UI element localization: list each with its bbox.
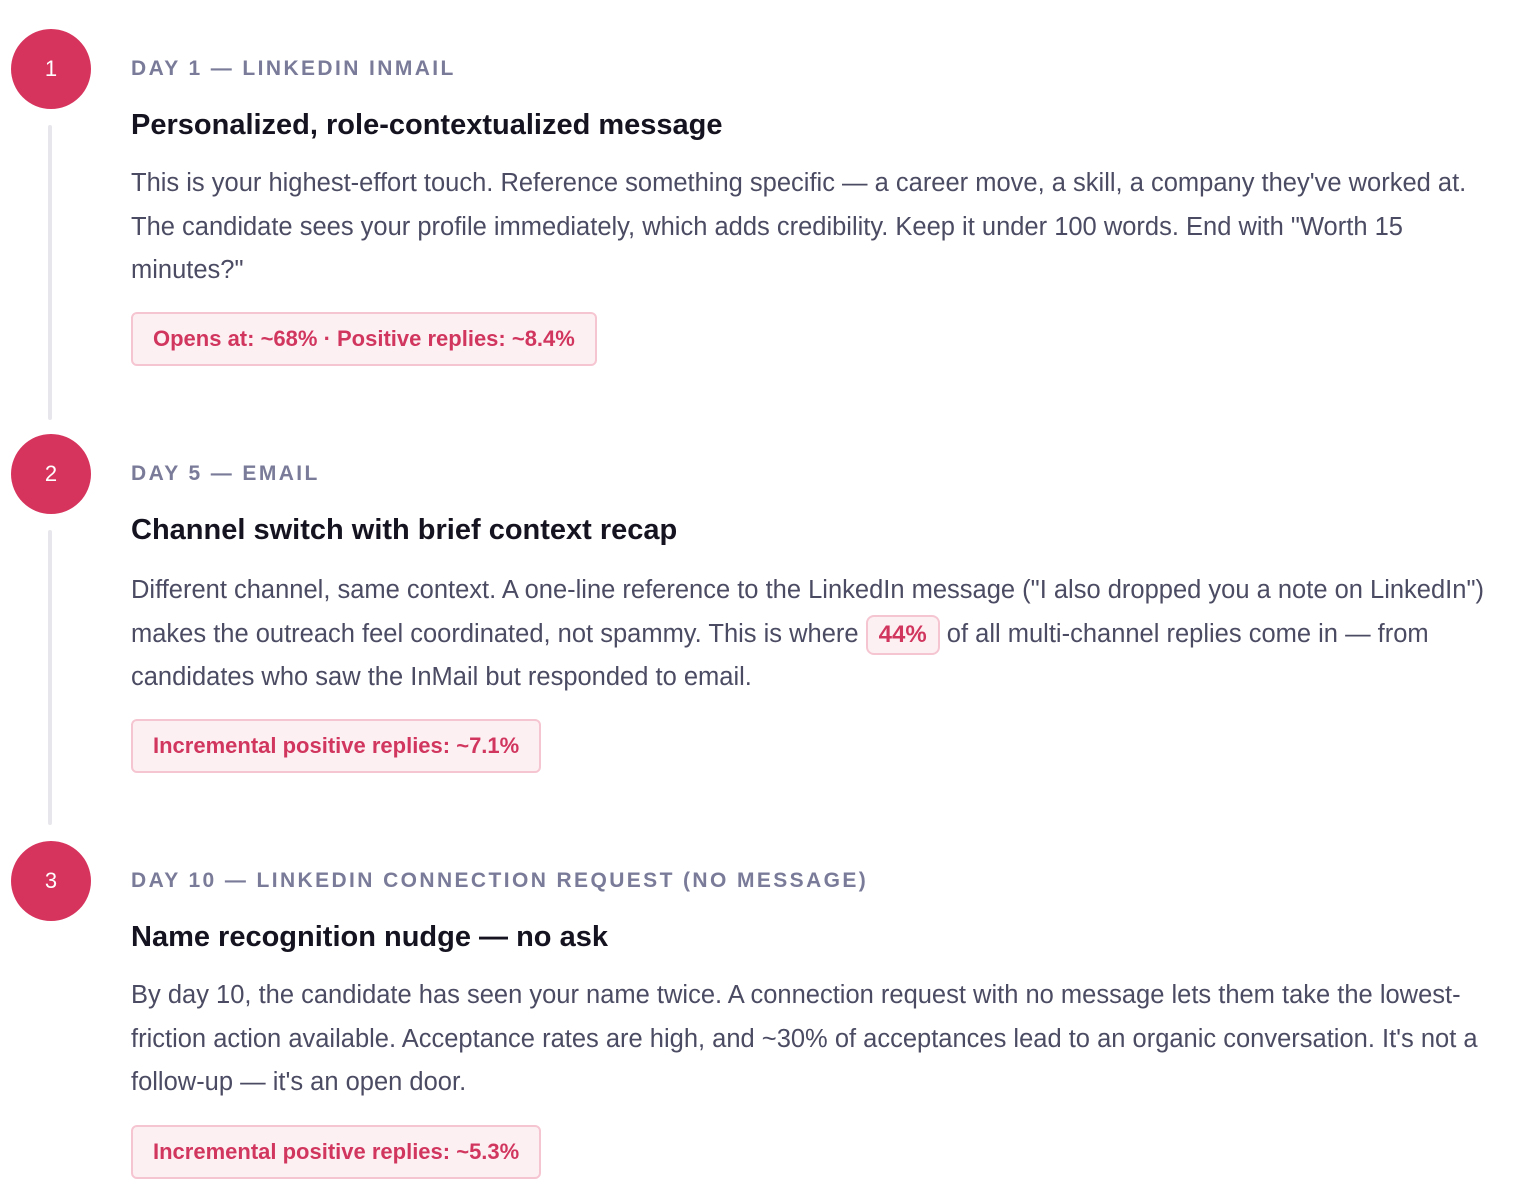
metric-badge: Opens at: ~68% · Positive replies: ~8.4%: [131, 312, 597, 366]
highlight-stat-chip: 44%: [866, 615, 940, 655]
step-description-text: of all multi-channel replies come in — from candidates who saw the InMail but responded to email.: [131, 619, 1429, 691]
step-day-label: DAY 5 — EMAIL: [131, 462, 320, 485]
step-day-label: DAY 1 — LINKEDIN INMAIL: [131, 57, 456, 80]
timeline-connector: [48, 125, 52, 420]
step-number-badge: 3: [11, 841, 91, 921]
step-description-text: Different channel, same context. A one-line reference to the LinkedIn message ("I also dropped you a note on LinkedIn") makes the outreach feel coordinated, not spammy. This is where: [131, 576, 1484, 648]
step-day-label: DAY 10 — LINKEDIN CONNECTION REQUEST (NO MESSAGE): [131, 869, 869, 892]
step-title: Personalized, role-contextualized message: [131, 109, 723, 141]
timeline-connector: [48, 530, 52, 825]
step-number-badge: 1: [11, 29, 91, 109]
step-description: By day 10, the candidate has seen your name twice. A connection request with no message lets them take the lowest-friction action available. Acceptance rates are high, and ~30% of acceptances lead to an organic conversation. It's not a follow-up — it's an open door.: [131, 981, 1478, 1096]
metric-badge: Incremental positive replies: ~7.1%: [131, 719, 541, 773]
step-description: This is your highest-effort touch. Reference something specific — a career move, a skill, a company they've worked at. The candidate sees your profile immediately, which adds credibility. Keep it under 100 words. End with "Worth 15 minutes?": [131, 169, 1467, 284]
metric-badge: Incremental positive replies: ~5.3%: [131, 1125, 541, 1179]
step-title: Channel switch with brief context recap: [131, 514, 678, 546]
step-description: [131, 569, 1516, 700]
step-number-badge: 2: [11, 434, 91, 514]
step-title: Name recognition nudge — no ask: [131, 921, 608, 953]
